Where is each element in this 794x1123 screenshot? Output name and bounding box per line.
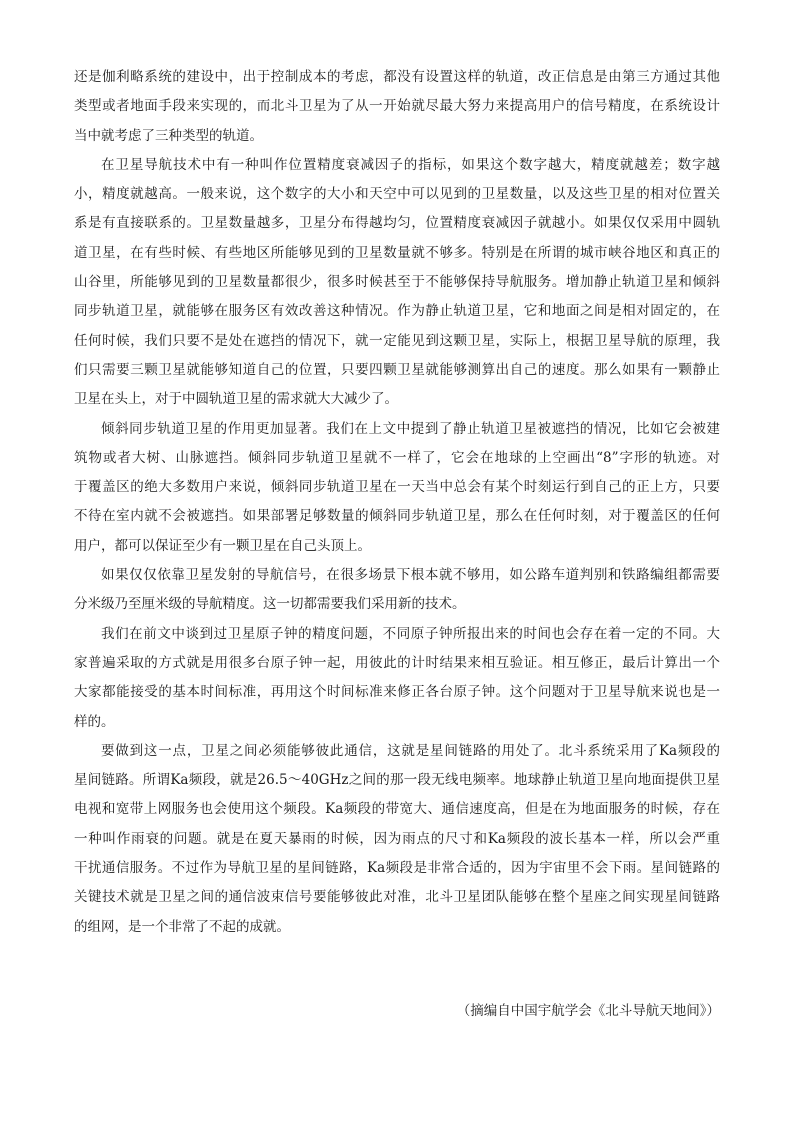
text-line: 在卫星导航技术中有一种叫作位置精度衰减因子的指标，如果这个数字越大，精度就越差；数字越 (101, 156, 720, 173)
text-line: 一种叫作雨衰的问题。就是在夏天暴雨的时候，因为雨点的尺寸和Ka频段的波长基本一样，所以会严重 (74, 830, 720, 847)
text-line: 的组网，是一个非常了不起的成就。 (74, 918, 290, 935)
text-line: 于覆盖区的绝大多数用户来说，倾斜同步轨道卫星在一天当中总会有某个时刻运行到自己的正上方，只要 (74, 479, 720, 496)
paragraph-5 (74, 620, 720, 737)
text-line: 我们在前文中谈到过卫星原子钟的精度问题，不同原子钟所报出来的时间也会存在着一定的不同。大 (101, 625, 720, 642)
text-line: 电视和宽带上网服务也会使用这个频段。Ka频段的带宽大、通信速度高，但是在为地面服务的时候，存在 (74, 801, 720, 818)
text-line: 系是有直接联系的。卫星数量越多，卫星分布得越均匀，位置精度衰减因子就越小。如果仅仅采用中圆轨 (74, 215, 720, 232)
text-line: 类型或者地面手段来实现的，而北斗卫星为了从一开始就尽最大努力来提高用户的信号精度，在系统设计 (74, 98, 720, 115)
text-line: 卫星在头上，对于中圆轨道卫星的需求就大大减少了。 (74, 391, 398, 408)
text-line: 倾斜同步轨道卫星的作用更加显著。我们在上文中提到了静止轨道卫星被遮挡的情况，比如它会被建 (101, 420, 720, 437)
text-line: 不待在室内就不会被遮挡。如果部署足够数量的倾斜同步轨道卫星，那么在任何时刻，对于覆盖区的任何 (74, 508, 720, 525)
paragraph-4 (74, 561, 720, 620)
text-line: 小，精度就越高。一般来说，这个数字的大小和天空中可以见到的卫星数量，以及这些卫星的相对位置关 (74, 186, 720, 203)
text-line: 关键技术就是卫星之间的通信波束信号要能够彼此对准，北斗卫星团队能够在整个星座之间实现星间链路 (74, 889, 720, 906)
text-line: 同步轨道卫星，就能够在服务区有效改善这种情况。作为静止轨道卫星，它和地面之间是相对固定的，在 (74, 303, 720, 320)
text-line: 道卫星，在有些时候、有些地区所能够见到的卫星数量就不够多。特别是在所谓的城市峡谷地区和真正的 (74, 244, 720, 261)
text-line: 分米级乃至厘米级的导航精度。这一切都需要我们采用新的技术。 (74, 596, 466, 613)
text-line: 们只需要三颗卫星就能够知道自己的位置，只要四颗卫星就能够测算出自己的速度。那么如果有一颗静止 (74, 361, 720, 378)
paragraph-2 (74, 151, 720, 415)
article-body (74, 63, 720, 942)
text-line: 大家都能接受的基本时间标准，再用这个时间标准来修正各台原子钟。这个问题对于卫星导航来说也是一 (74, 684, 720, 701)
text-line: 筑物或者大树、山脉遮挡。倾斜同步轨道卫星就不一样了，它会在地球的上空画出“8”字形的轨迹。对 (74, 449, 720, 466)
text-line: 任何时候，我们只要不是处在遮挡的情况下，就一定能见到这颗卫星，实际上，根据卫星导航的原理，我 (74, 332, 720, 349)
paragraph-3 (74, 415, 720, 561)
paragraph-6 (74, 737, 720, 942)
text-line: 还是伽利略系统的建设中，出于控制成本的考虑，都没有设置这样的轨道，改正信息是由第三方通过其他 (74, 69, 720, 85)
text-line: 用户，都可以保证至少有一颗卫星在自己头顶上。 (74, 537, 371, 554)
text-line: 干扰通信服务。不过作为导航卫星的星间链路，Ka频段是非常合适的，因为宇宙里不会下雨。星间链路的 (74, 860, 720, 877)
text-line: 星间链路。所谓Ka频段，就是26.5～40GHz之间的那一段无线电频率。地球静止轨道卫星向地面提供卫星 (74, 772, 720, 789)
paragraph-1 (74, 63, 720, 151)
text-line: 要做到这一点，卫星之间必须能够彼此通信，这就是星间链路的用处了。北斗系统采用了Ka频段的 (101, 742, 720, 759)
text-line: 当中就考虑了三种类型的轨道。 (74, 127, 263, 144)
text-line: 样的。 (74, 713, 115, 730)
text-line: 如果仅仅依靠卫星发射的导航信号，在很多场景下根本就不够用，如公路车道判别和铁路编组都需要 (101, 567, 720, 584)
source-citation: （摘编自中国宇航学会《北斗导航天地间》） (456, 1003, 720, 1019)
text-line: 家普遍采取的方式就是用很多台原子钟一起，用彼此的计时结果来相互验证。相互修正，最后计算出一个 (74, 654, 720, 671)
text-line: 山谷里，所能够见到的卫星数量都很少，很多时候甚至于不能够保持导航服务。增加静止轨道卫星和倾斜 (74, 274, 720, 291)
